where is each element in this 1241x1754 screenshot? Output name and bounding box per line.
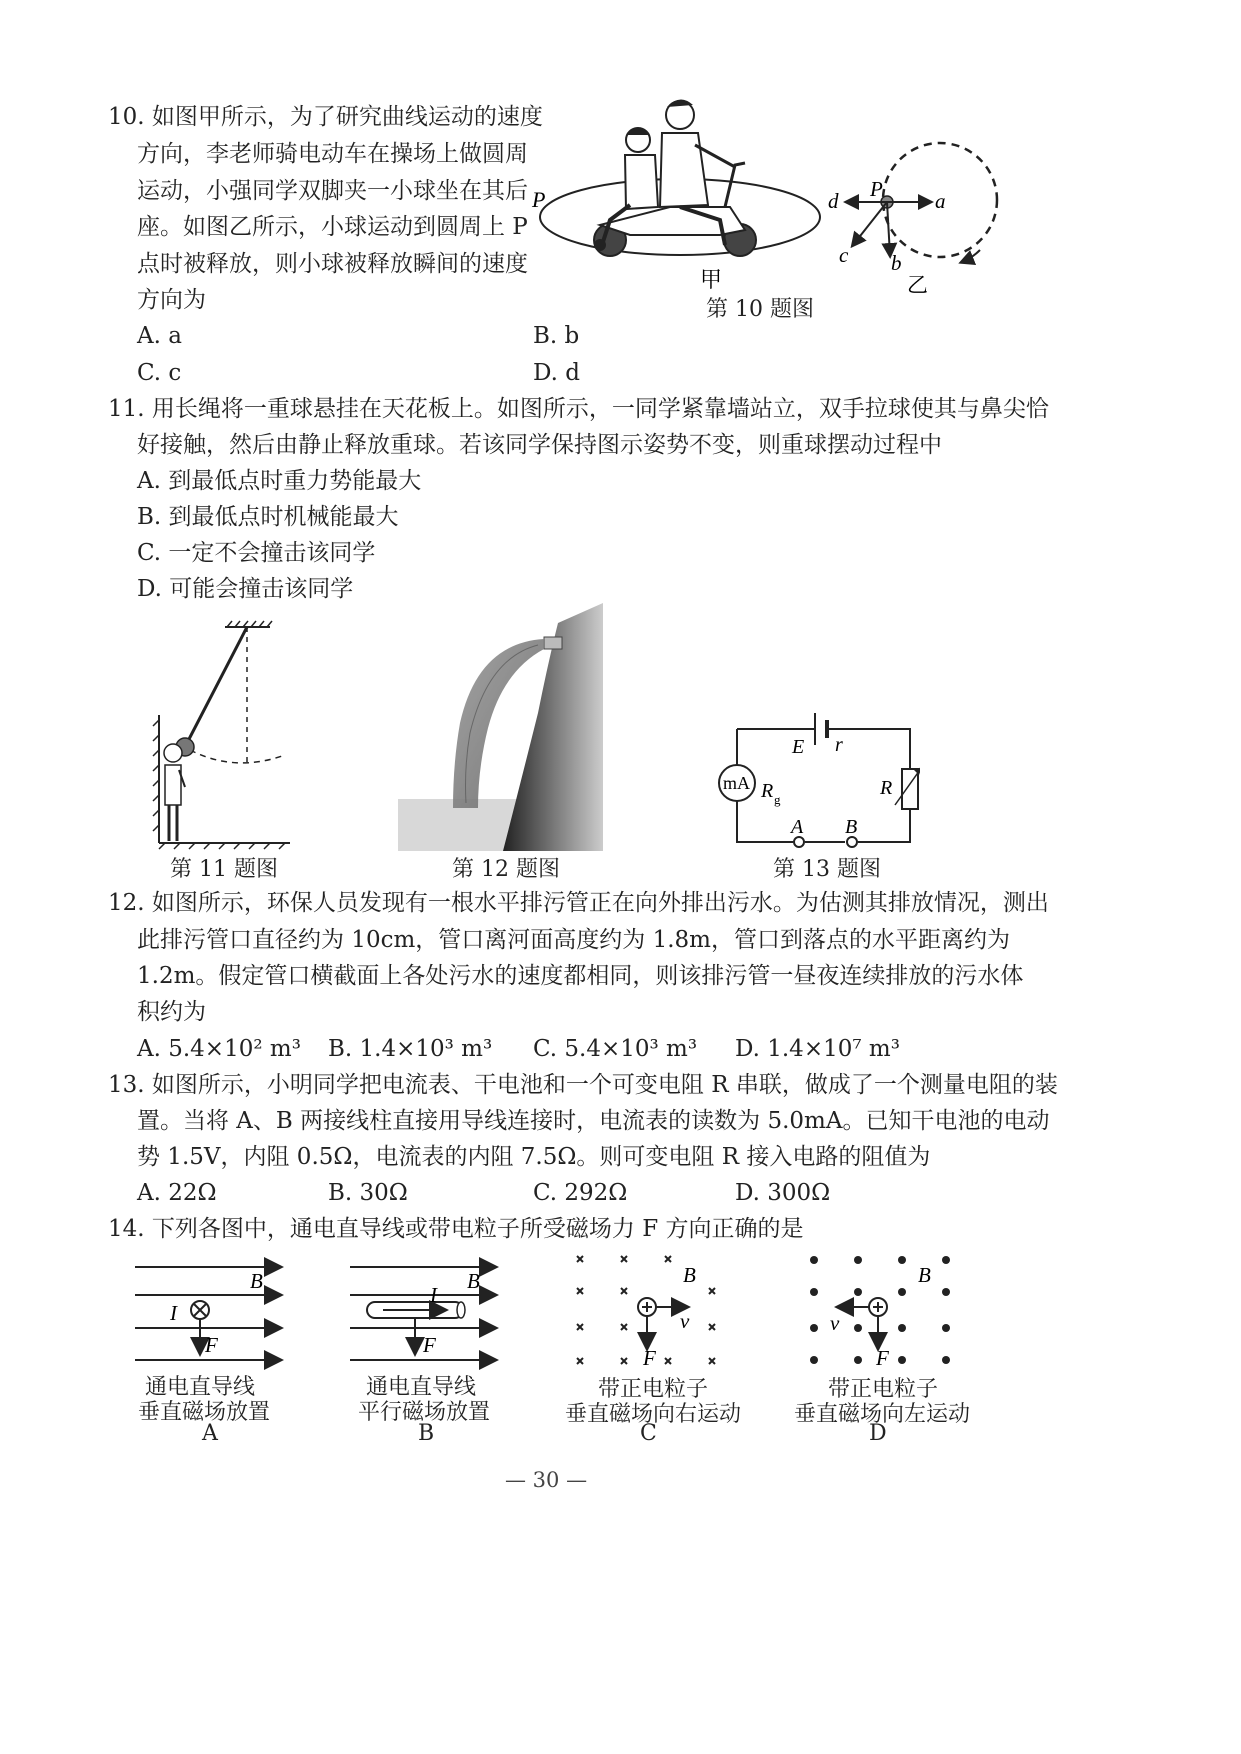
q13-fig-r: r: [835, 734, 843, 756]
q14-panel-a-figure: [130, 1255, 290, 1375]
q13-fig-e: E: [792, 736, 805, 758]
q13-fig-b: B: [845, 816, 858, 838]
q13-option-d: D. 300Ω: [735, 1180, 831, 1206]
q10-fig-label-jia: 甲: [700, 267, 723, 292]
q10-fig-letter-a: a: [935, 189, 946, 213]
q14-a-label-b: B: [250, 1269, 263, 1293]
q14-b-label-i: I: [430, 1283, 437, 1307]
q10-option-a: A. a: [137, 323, 182, 349]
q14-panel-d-letter: D: [869, 1421, 887, 1446]
q14-panel-a-letter: A: [202, 1421, 218, 1446]
q14-panel-a-line-2: 垂直磁场放置: [138, 1400, 271, 1425]
q14-panel-a-line-1: 通电直导线: [145, 1375, 256, 1400]
q12-line-2: 此排污管口直径约为 10cm，管口离河面高度约为 1.8m，管口到落点的水平距离约为: [137, 927, 1010, 953]
q10-fig-caption: 第 10 题图: [706, 297, 814, 322]
q14-stem: 14. 下列各图中，通电直导线或带电粒子所受磁场力 F 方向正确的是: [108, 1216, 804, 1242]
q13-option-a: A. 22Ω: [137, 1180, 217, 1206]
q10-fig-letter-c: c: [839, 243, 849, 267]
q14-panel-d-line-1: 带正电粒子: [828, 1377, 939, 1402]
q14-a-label-f: F: [205, 1333, 218, 1357]
page-number: — 30 —: [505, 1468, 588, 1492]
q11-figure: [145, 615, 295, 855]
q10-line-5: 点时被释放，则小球被释放瞬间的速度: [137, 251, 528, 277]
q13-option-c: C. 292Ω: [533, 1180, 628, 1206]
q14-panel-c-letter: C: [640, 1421, 657, 1446]
q13-fig-ma: mA: [723, 773, 750, 793]
q14-a-label-i: I: [170, 1301, 177, 1325]
q10-option-d: D. d: [533, 360, 580, 386]
q13-fig-a: A: [791, 816, 804, 838]
q10-option-c: C. c: [137, 360, 182, 386]
q14-panel-d-line-2: 垂直磁场向左运动: [794, 1402, 971, 1427]
q14-d-label-b: B: [918, 1263, 931, 1287]
q10-line-4: 座。如图乙所示，小球运动到圆周上 P: [137, 214, 528, 240]
q12-line-4: 积约为: [137, 999, 206, 1025]
q13-line-2: 置。当将 A、B 两接线柱直接用导线连接时，电流表的读数为 5.0mA。已知干电池的电动: [137, 1108, 1050, 1134]
q14-panel-b-line-1: 通电直导线: [366, 1375, 477, 1400]
q13-fig-caption: 第 13 题图: [773, 857, 881, 882]
q13-line-3: 势 1.5V，内阻 0.5Ω，电流表的内阻 7.5Ω。则可变电阻 R 接入电路的阻值为: [137, 1144, 931, 1170]
q10-option-b: B. b: [533, 323, 580, 349]
q12-figure: [398, 603, 603, 851]
q13-fig-rg-sub: g: [774, 792, 781, 807]
q12-fig-caption: 第 12 题图: [452, 857, 560, 882]
q14-d-label-v: v: [830, 1311, 840, 1335]
q14-panel-b-line-2: 平行磁场放置: [358, 1400, 491, 1425]
q10-figure-jia: [530, 95, 830, 295]
q14-d-label-f: F: [876, 1346, 889, 1370]
q10-fig-letter-b: b: [891, 251, 902, 275]
q12-option-c: C. 5.4×10³ m³: [533, 1036, 698, 1062]
q10-fig-letter-p2: P: [870, 177, 883, 201]
q13-fig-big-r: R: [880, 777, 893, 799]
q12-option-d: D. 1.4×10⁷ m³: [735, 1036, 900, 1062]
q12-line-1: 12. 如图所示，环保人员发现有一根水平排污管正在向外排出污水。为估测其排放情况，测出: [108, 890, 1049, 916]
q14-panel-d-figure: [800, 1250, 965, 1375]
q12-line-3: 1.2m。假定管口横截面上各处污水的速度都相同，则该排污管一昼夜连续排放的污水体: [137, 963, 1024, 989]
q11-line-1: 11. 用长绳将一重球悬挂在天花板上。如图所示，一同学紧靠墙站立，双手拉球使其与鼻尖恰: [108, 396, 1049, 422]
q14-panel-c-figure: [565, 1250, 730, 1375]
q13-line-1: 13. 如图所示，小明同学把电流表、干电池和一个可变电阻 R 串联，做成了一个测量电阻的装: [108, 1072, 1058, 1098]
q14-panel-c-line-2: 垂直磁场向右运动: [565, 1402, 742, 1427]
q10-fig-label-yi: 乙: [907, 273, 928, 297]
q11-fig-caption: 第 11 题图: [170, 857, 278, 882]
q10-line-1: 10. 如图甲所示，为了研究曲线运动的速度: [108, 104, 543, 130]
q14-c-label-f: F: [643, 1346, 656, 1370]
q14-panel-b-figure: [345, 1255, 505, 1375]
q14-c-label-b: B: [683, 1263, 696, 1287]
q14-b-label-f: F: [423, 1333, 436, 1357]
q13-option-b: B. 30Ω: [328, 1180, 408, 1206]
q14-b-label-b: B: [467, 1269, 480, 1293]
q11-option-a: A. 到最低点时重力势能最大: [137, 468, 422, 494]
q11-option-b: B. 到最低点时机械能最大: [137, 504, 399, 530]
q10-fig-letter-p: P: [532, 187, 546, 212]
q14-panel-c-line-1: 带正电粒子: [598, 1377, 709, 1402]
q12-option-a: A. 5.4×10² m³: [137, 1036, 301, 1062]
q11-option-d: D. 可能会撞击该同学: [137, 576, 354, 602]
q10-fig-letter-d: d: [828, 189, 839, 213]
q11-line-2: 好接触，然后由静止释放重球。若该同学保持图示姿势不变，则重球摆动过程中: [137, 432, 942, 458]
q10-line-3: 运动，小强同学双脚夹一小球坐在其后: [137, 178, 528, 204]
q14-c-label-v: v: [680, 1309, 690, 1333]
q13-fig-rg: R: [761, 780, 774, 802]
q11-option-c: C. 一定不会撞击该同学: [137, 540, 376, 566]
q13-figure: [715, 705, 920, 850]
q10-line-6: 方向为: [137, 287, 206, 313]
q12-option-b: B. 1.4×10³ m³: [328, 1036, 493, 1062]
q14-panel-b-letter: B: [418, 1421, 435, 1446]
q10-figure-yi: [825, 140, 1015, 300]
q10-line-2: 方向，李老师骑电动车在操场上做圆周: [137, 141, 528, 167]
